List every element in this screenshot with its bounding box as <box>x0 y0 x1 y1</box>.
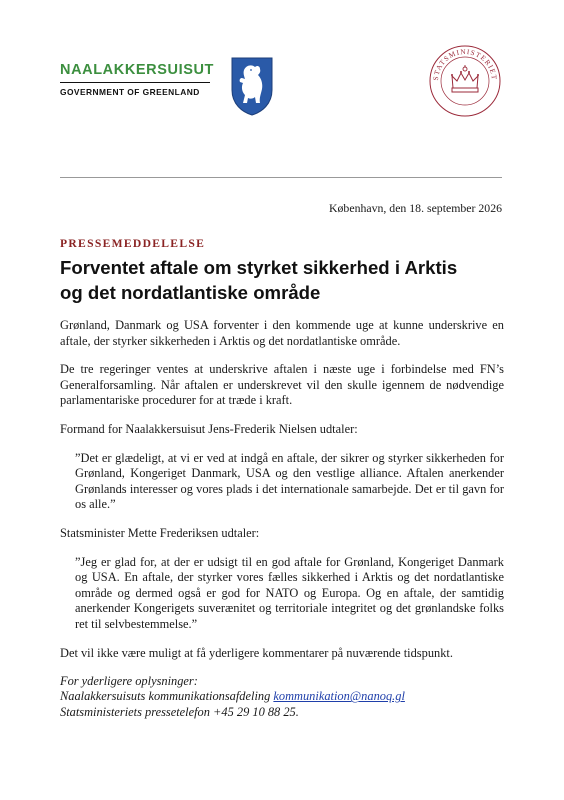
dateline: København, den 18. september 2026 <box>329 201 502 215</box>
gov-subtitle: GOVERNMENT OF GREENLAND <box>60 82 210 97</box>
greenland-government-logo <box>60 62 220 97</box>
title-line-2: og det nordatlantiske område <box>60 282 321 303</box>
statsministeriet-seal-icon <box>428 44 502 118</box>
page-title <box>60 255 510 305</box>
contact-info <box>60 674 504 720</box>
paragraph-nielsen-intro: Formand for Naalakkersuisut Jens-Frederik Nielsen udtaler: <box>60 421 358 436</box>
seal-text: STATSMINISTERIET <box>431 47 499 81</box>
press-release-label: PRESSEMEDDELELSE <box>60 237 206 250</box>
paragraph-no-comments: Det vil ikke være muligt at få yderligere kommentarer på nuværende tidspunkt. <box>60 645 453 660</box>
paragraph-intro: Grønland, Danmark og USA forventer i den kommende uge at kunne underskrive en aftale, der styrker sikkerheden i Arktis og det nordatlantiske område. <box>60 318 504 348</box>
gov-name: NAALAKKERSUISUT <box>60 62 214 78</box>
press-release-body <box>60 318 504 720</box>
contact-line-phone: Statsministeriets pressetelefon +45 29 10 88 25. <box>60 704 299 719</box>
quote-frederiksen: ”Jeg er glad for, at der er udsigt til en god aftale for Grønland, Kongeriget Danmark og USA. En aftale, der styrker vores fælles sikkerhed i Arktis og det nordatlantiske område og dermed også er god for NATO og Europa. Og en aftale, der samtidig anerkender Kongerigets suverænitet og territoriale integritet og det grønlandske folks ret til selvbestemmelse.” <box>75 554 504 631</box>
contact-department: Naalakkersuisuts kommunikationsafdeling <box>60 689 274 704</box>
greenland-coat-of-arms-icon <box>230 56 274 116</box>
paragraph-signing: De tre regeringer ventes at underskrive aftalen i næste uge i forbindelse med FN’s Generalforsamling. Når aftalen er underskrevet vil den skulle igennem de nødvendige parlamentariske procedurer for at træde i kraft. <box>60 362 504 408</box>
quote-nielsen: ”Det er glædeligt, at vi er ved at indgå en aftale, der sikrer og styrker sikkerheden for Grønland, Kongeriget Danmark, USA og den vestlige alliance. Aftalen anerkender Grønlands interesser og vores plads i det internationale samarbejde. Det er til gavn for os alle.” <box>75 450 504 512</box>
header-divider <box>60 177 502 178</box>
title-line-1: Forventet aftale om styrket sikkerhed i Arktis <box>60 257 458 278</box>
email-link[interactable]: kommunikation@nanoq.gl <box>273 689 405 704</box>
contact-line-email <box>60 689 504 704</box>
contact-heading: For yderligere oplysninger: <box>60 674 198 689</box>
paragraph-frederiksen-intro: Statsminister Mette Frederiksen udtaler: <box>60 525 260 540</box>
